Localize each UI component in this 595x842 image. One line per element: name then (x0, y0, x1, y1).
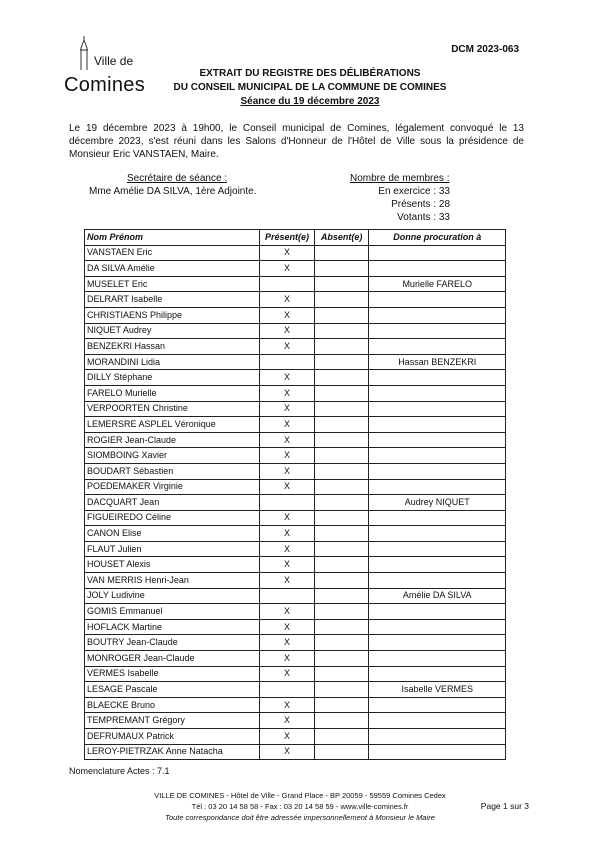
absent-mark (314, 417, 369, 433)
table-row (85, 682, 506, 698)
table-row (85, 354, 506, 370)
present-mark: X (260, 744, 315, 760)
proxy-name (369, 744, 506, 760)
proxy-name (369, 666, 506, 682)
absent-mark (314, 307, 369, 323)
table-row (85, 573, 506, 589)
table-row (85, 744, 506, 760)
member-name: VERPOORTEN Christine (85, 401, 260, 417)
present-mark: X (260, 635, 315, 651)
proxy-name (369, 401, 506, 417)
present-mark: X (260, 307, 315, 323)
page-number: Page 1 sur 3 (480, 801, 529, 811)
absent-mark (314, 541, 369, 557)
absent-mark (314, 339, 369, 355)
table-row (85, 510, 506, 526)
proxy-name (369, 432, 506, 448)
absent-mark (314, 573, 369, 589)
present-mark: X (260, 245, 315, 261)
members-voters: Votants : 33 (397, 212, 450, 223)
table-row (85, 417, 506, 433)
proxy-name: Amélie DA SILVA (369, 588, 506, 604)
absent-mark (314, 526, 369, 542)
table-row (85, 245, 506, 261)
absent-mark (314, 682, 369, 698)
header-line-1: EXTRAIT DU REGISTRE DES DÉLIBÉRATIONS (199, 68, 421, 79)
member-name: NIQUET Audrey (85, 323, 260, 339)
absent-mark (314, 510, 369, 526)
members-block (350, 172, 450, 224)
member-name: JOLY Ludivine (85, 588, 260, 604)
proxy-name (369, 448, 506, 464)
absent-mark (314, 432, 369, 448)
proxy-name (369, 557, 506, 573)
member-name: CHRISTIAENS Philippe (85, 307, 260, 323)
member-name: BOUTRY Jean-Claude (85, 635, 260, 651)
member-name: DACQUART Jean (85, 495, 260, 511)
footer-notice: Toute correspondance doit être adressée impersonnellement à Monsieur le Maire (165, 813, 435, 822)
member-name: POEDEMAKER Virginie (85, 479, 260, 495)
logo-ville-de: Ville de (94, 54, 134, 68)
absent-mark (314, 401, 369, 417)
proxy-name (369, 619, 506, 635)
proxy-name (369, 292, 506, 308)
present-mark (260, 495, 315, 511)
present-mark: X (260, 713, 315, 729)
present-mark (260, 682, 315, 698)
member-name: CANON Elise (85, 526, 260, 542)
proxy-name (369, 385, 506, 401)
absent-mark (314, 276, 369, 292)
member-name: ROGIER Jean-Claude (85, 432, 260, 448)
table-row (85, 448, 506, 464)
header-absent: Absent(e) (314, 230, 369, 246)
absent-mark (314, 651, 369, 667)
proxy-name (369, 713, 506, 729)
table-row (85, 526, 506, 542)
proxy-name (369, 526, 506, 542)
present-mark: X (260, 401, 315, 417)
proxy-name (369, 697, 506, 713)
deliberation-reference: DCM 2023-063 (451, 44, 519, 55)
table-row (85, 323, 506, 339)
proxy-name (369, 510, 506, 526)
members-in-office: En exercice : 33 (378, 186, 450, 197)
member-name: LESAGE Pascale (85, 682, 260, 698)
absent-mark (314, 744, 369, 760)
footer-contact: Tél : 03 20 14 58 58 - Fax : 03 20 14 58 59 - www.ville-comines.fr (191, 802, 409, 811)
member-name: VAN MERRIS Henri-Jean (85, 573, 260, 589)
member-name: GOMIS Emmanuel (85, 604, 260, 620)
secretary-block (89, 172, 289, 198)
member-name: VERMES Isabelle (85, 666, 260, 682)
present-mark: X (260, 557, 315, 573)
table-row (85, 261, 506, 277)
proxy-name: Hassan BENZEKRI (369, 354, 506, 370)
member-name: DEFRUMAUX Patrick (85, 729, 260, 745)
member-name: HOUSET Alexis (85, 557, 260, 573)
proxy-name (369, 729, 506, 745)
present-mark (260, 588, 315, 604)
present-mark: X (260, 666, 315, 682)
secretary-title: Secrétaire de séance : (127, 173, 228, 184)
member-name: SIOMBOING Xavier (85, 448, 260, 464)
absent-mark (314, 729, 369, 745)
present-mark: X (260, 479, 315, 495)
proxy-name (369, 651, 506, 667)
table-row (85, 588, 506, 604)
member-name: BLAECKE Bruno (85, 697, 260, 713)
table-row (85, 557, 506, 573)
table-row (85, 339, 506, 355)
member-name: MONROGER Jean-Claude (85, 651, 260, 667)
absent-mark (314, 245, 369, 261)
member-name: FLAUT Julien (85, 541, 260, 557)
belfry-icon (74, 36, 94, 72)
proxy-name (369, 307, 506, 323)
member-name: LEMERSRE ASPLEL Véronique (85, 417, 260, 433)
absent-mark (314, 448, 369, 464)
proxy-name (369, 635, 506, 651)
member-name: MORANDINI Lidia (85, 354, 260, 370)
table-row (85, 292, 506, 308)
absent-mark (314, 713, 369, 729)
member-name: LEROY-PIETRZAK Anne Natacha (85, 744, 260, 760)
member-name: HOFLACK Martine (85, 619, 260, 635)
absent-mark (314, 479, 369, 495)
table-row (85, 541, 506, 557)
table-row (85, 385, 506, 401)
absent-mark (314, 463, 369, 479)
present-mark: X (260, 573, 315, 589)
absent-mark (314, 697, 369, 713)
present-mark: X (260, 526, 315, 542)
absent-mark (314, 292, 369, 308)
table-row (85, 619, 506, 635)
proxy-name (369, 245, 506, 261)
table-row (85, 370, 506, 386)
member-name: VANSTAEN Eric (85, 245, 260, 261)
table-row (85, 713, 506, 729)
present-mark: X (260, 292, 315, 308)
proxy-name (369, 463, 506, 479)
member-name: FIGUEIREDO Céline (85, 510, 260, 526)
proxy-name (369, 323, 506, 339)
header-present: Présent(e) (260, 230, 315, 246)
table-row (85, 479, 506, 495)
footer (130, 790, 470, 823)
secretary-name: Mme Amélie DA SILVA, 1ère Adjointe. (89, 186, 257, 197)
header-name: Nom Prénom (85, 230, 260, 246)
attendance-table (84, 229, 506, 760)
header-line-2: DU CONSEIL MUNICIPAL DE LA COMMUNE DE COMINES (173, 82, 447, 93)
present-mark: X (260, 448, 315, 464)
present-mark: X (260, 697, 315, 713)
nomenclature: Nomenclature Actes : 7.1 (69, 766, 170, 776)
absent-mark (314, 557, 369, 573)
member-name: TEMPREMANT Grégory (85, 713, 260, 729)
present-mark: X (260, 417, 315, 433)
absent-mark (314, 323, 369, 339)
table-row (85, 495, 506, 511)
present-mark: X (260, 432, 315, 448)
proxy-name (369, 370, 506, 386)
proxy-name: Isabelle VERMES (369, 682, 506, 698)
table-row (85, 432, 506, 448)
table-header-row (85, 230, 506, 246)
present-mark: X (260, 339, 315, 355)
absent-mark (314, 635, 369, 651)
table-row (85, 666, 506, 682)
present-mark: X (260, 323, 315, 339)
present-mark (260, 276, 315, 292)
member-name: BENZEKRI Hassan (85, 339, 260, 355)
absent-mark (314, 619, 369, 635)
proxy-name (369, 604, 506, 620)
table-row (85, 729, 506, 745)
footer-address: VILLE DE COMINES - Hôtel de Ville - Grand Place - BP 20059 - 59559 Comines Cedex (154, 791, 446, 800)
absent-mark (314, 261, 369, 277)
absent-mark (314, 604, 369, 620)
table-row (85, 651, 506, 667)
proxy-name (369, 573, 506, 589)
member-name: FARELO Murielle (85, 385, 260, 401)
present-mark: X (260, 729, 315, 745)
member-name: MUSELET Eric (85, 276, 260, 292)
table-row (85, 604, 506, 620)
table-row (85, 307, 506, 323)
session-date: Séance du 19 décembre 2023 (240, 96, 380, 107)
present-mark: X (260, 651, 315, 667)
table-row (85, 697, 506, 713)
absent-mark (314, 495, 369, 511)
present-mark: X (260, 261, 315, 277)
absent-mark (314, 588, 369, 604)
table-row (85, 401, 506, 417)
table-row (85, 635, 506, 651)
logo-comines: Comines (64, 74, 146, 96)
present-mark (260, 354, 315, 370)
present-mark: X (260, 604, 315, 620)
document-header (140, 67, 480, 109)
header-proxy: Donne procuration à (369, 230, 506, 246)
member-name: DA SILVA Amélie (85, 261, 260, 277)
absent-mark (314, 370, 369, 386)
attendance-rows (85, 245, 506, 760)
proxy-name: Murielle FARELO (369, 276, 506, 292)
table-row (85, 463, 506, 479)
present-mark: X (260, 370, 315, 386)
member-name: DELRART Isabelle (85, 292, 260, 308)
absent-mark (314, 385, 369, 401)
intro-paragraph: Le 19 décembre 2023 à 19h00, le Conseil municipal de Comines, légalement convoqué le 13 décembre 2023, s'est réuni dans les Salons d'Honneur de l'Hôtel de Ville sous la présidence de Monsieur Eric VANSTAEN, Maire. (69, 123, 524, 160)
present-mark: X (260, 510, 315, 526)
proxy-name (369, 417, 506, 433)
proxy-name (369, 479, 506, 495)
members-title: Nombre de membres : (350, 173, 450, 184)
absent-mark (314, 666, 369, 682)
proxy-name (369, 339, 506, 355)
members-present: Présents : 28 (391, 199, 450, 210)
proxy-name (369, 261, 506, 277)
proxy-name (369, 541, 506, 557)
present-mark: X (260, 541, 315, 557)
member-name: BOUDART Sébastien (85, 463, 260, 479)
proxy-name: Audrey NIQUET (369, 495, 506, 511)
absent-mark (314, 354, 369, 370)
member-name: DILLY Stéphane (85, 370, 260, 386)
present-mark: X (260, 463, 315, 479)
present-mark: X (260, 619, 315, 635)
present-mark: X (260, 385, 315, 401)
table-row (85, 276, 506, 292)
